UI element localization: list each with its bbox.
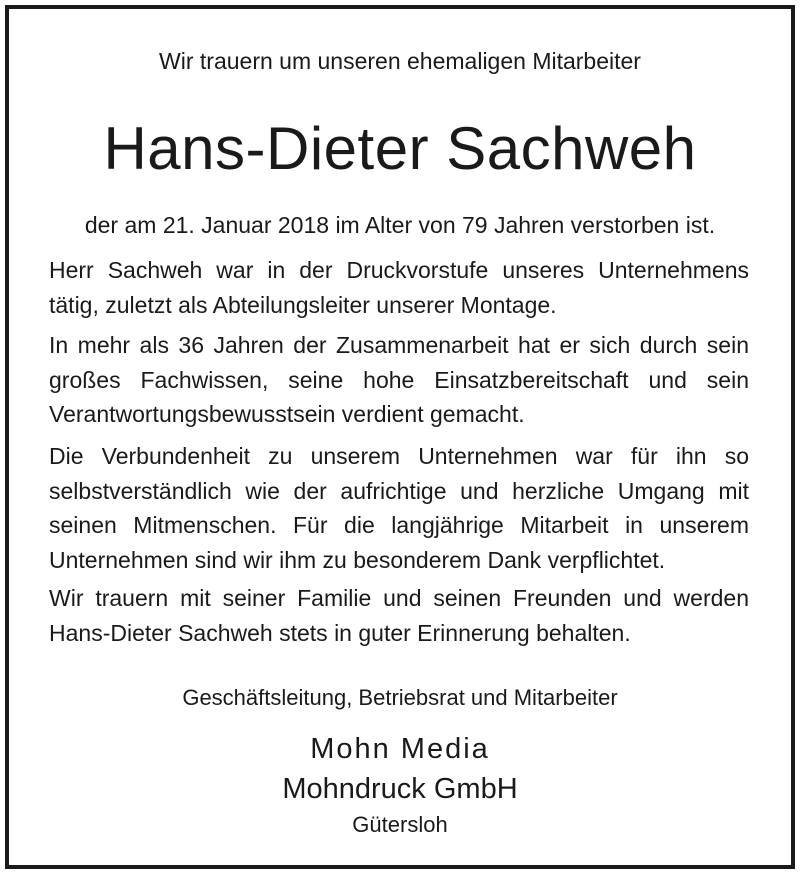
paragraph-mourning: Wir trauern mit seiner Familie und seinen Freunden und werden Hans-Dieter Sachweh stets in guter Erinnerung behalten. xyxy=(49,585,749,646)
paragraph-gratitude: Die Verbundenheit zu unserem Unternehmen war für ihn so selbstverständlich wie der aufrichtige und herzliche Umgang mit seinen Mitmenschen. Für die langjährige Mitarbeit in unserem Unternehmen sind wir ihm zu besonderem Dank verpflichtet. xyxy=(49,443,749,573)
deceased-name: Hans-Dieter Sachweh xyxy=(103,115,697,182)
obituary-notice xyxy=(5,5,795,869)
company-name-line1: Mohn Media xyxy=(310,733,490,765)
sender-line: Geschäftsleitung, Betriebsrat und Mitarbeiter xyxy=(182,685,618,710)
company-city: Gütersloh xyxy=(352,812,448,837)
paragraph-merits: In mehr als 36 Jahren der Zusammenarbeit hat er sich durch sein großes Fachwissen, seine hohe Einsatzbereitschaft und sein Verantwortungsbewusstsein verdient gemacht. xyxy=(49,332,749,427)
death-line: der am 21. Januar 2018 im Alter von 79 Jahren verstorben ist. xyxy=(84,212,716,238)
paragraph-position: Herr Sachweh war in der Druckvorstufe unseres Unternehmens tätig, zuletzt als Abteilungsleiter unserer Montage. xyxy=(49,257,749,318)
intro-line: Wir trauern um unseren ehemaligen Mitarbeiter xyxy=(159,48,641,74)
company-name-line2: Mohndruck GmbH xyxy=(282,773,518,805)
